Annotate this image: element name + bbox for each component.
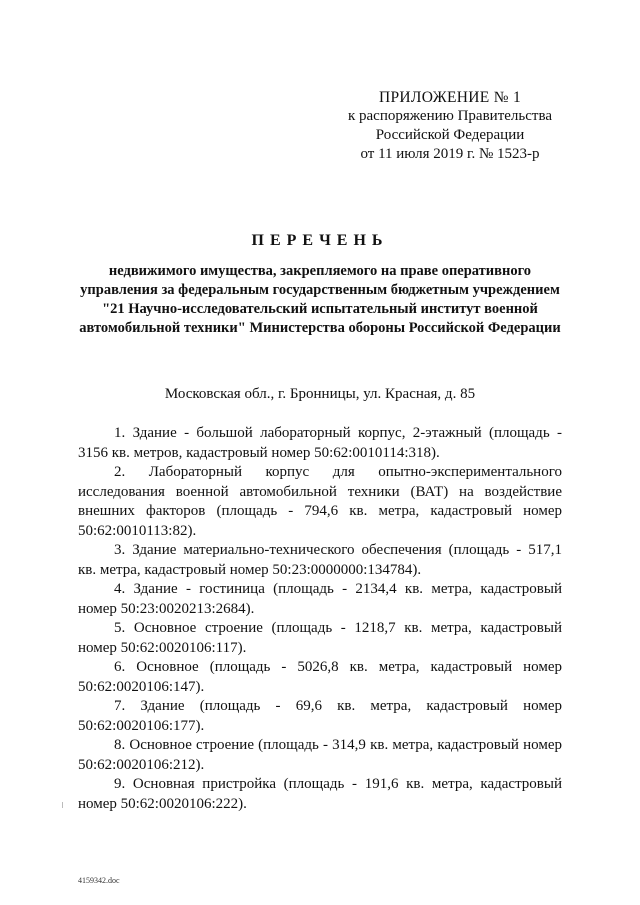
appendix-block [330, 88, 570, 164]
appendix-title: ПРИЛОЖЕНИЕ № 1 [378, 89, 522, 106]
file-reference: 4159342.doc [78, 876, 120, 885]
list-item: 8. Основное строение (площадь - 314,9 кв. метра, кадастровый номер 50:62:0020106:212). [78, 737, 562, 773]
property-list [78, 424, 562, 814]
document-heading: ПЕРЕЧЕНЬ [251, 232, 389, 249]
list-item: 5. Основное строение (площадь - 1218,7 кв. метра, кадастровый номер 50:62:0020106:117). [78, 620, 562, 656]
list-item: 4. Здание - гостиница (площадь - 2134,4 кв. метра, кадастровый номер 50:23:0020213:2684). [78, 581, 562, 617]
list-item: 3. Здание материально-технического обеспечения (площадь - 517,1 кв. метра, кадастровый номер 50:23:0000000:134784). [78, 542, 562, 578]
scan-mark [62, 802, 63, 808]
list-item: 6. Основное (площадь - 5026,8 кв. метра, кадастровый номер 50:62:0020106:147). [78, 659, 562, 695]
appendix-line-2: Российской Федерации [375, 127, 525, 143]
appendix-line-1: к распоряжению Правительства [347, 108, 552, 124]
list-item: 2. Лабораторный корпус для опытно-экспериментального исследования военной автомобильной техники (ВАТ) на воздействие внешних факторов (площадь - 794,6 кв. метра, кадастровый номер 50:62:0010113:82). [78, 464, 562, 539]
list-item: 9. Основная пристройка (площадь - 191,6 кв. метра, кадастровый номер 50:62:0020106:222). [78, 776, 562, 812]
list-item: 7. Здание (площадь - 69,6 кв. метра, кадастровый номер 50:62:0020106:177). [78, 698, 562, 734]
document-subtitle: недвижимого имущества, закрепляемого на праве оперативного управления за федеральным государственным бюджетным учреждением "21 Научно-исследовательский испытательный институт военной автомобильной техники" Министерства обороны Российской Федерации [79, 263, 561, 336]
property-address: Московская обл., г. Бронницы, ул. Красная, д. 85 [164, 386, 476, 402]
list-item: 1. Здание - большой лабораторный корпус, 2-этажный (площадь - 3156 кв. метров, кадастровый номер 50:62:0010114:318). [78, 425, 562, 461]
appendix-line-3: от 11 июля 2019 г. № 1523-р [360, 146, 540, 162]
